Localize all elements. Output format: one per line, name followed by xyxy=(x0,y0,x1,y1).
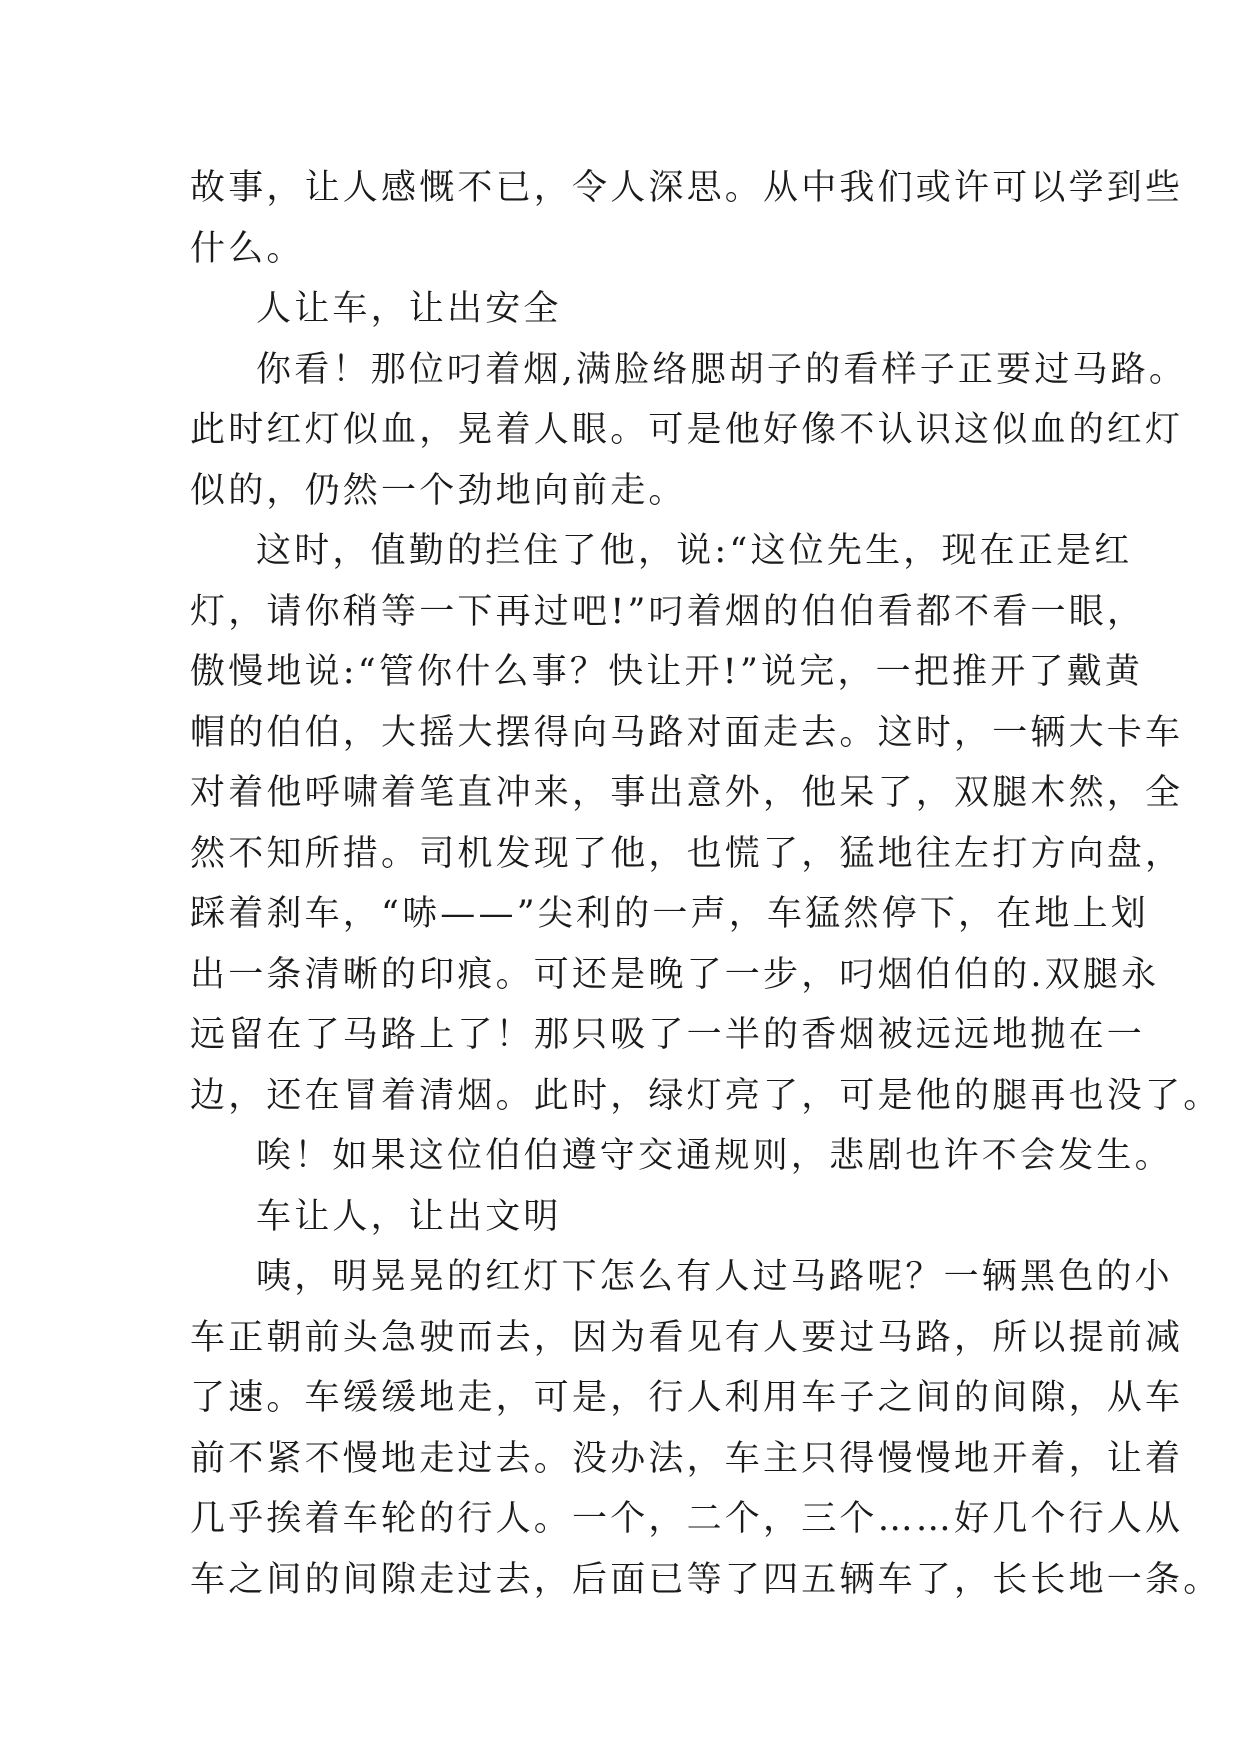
text-line: 帽的伯伯，大摇大摆得向马路对面走去。这时，一辆大卡车 xyxy=(190,712,1184,753)
text-line: 对着他呼啸着笔直冲来，事出意外，他呆了，双腿木然，全 xyxy=(190,773,1184,813)
paragraph-first-line: 你看！那位叼着烟,满脸络腮胡子的看样子正要过马路。 xyxy=(256,349,1188,390)
text-line: 什么。 xyxy=(190,228,305,269)
paragraph-first-line: 唉！如果这位伯伯遵守交通规则，悲剧也许不会发生。 xyxy=(256,1136,1173,1176)
text-line: 故事，让人感慨不已，令人深思。从中我们或许可以学到些 xyxy=(190,168,1184,208)
body-text xyxy=(190,158,1222,1610)
text-line: 远留在了马路上了！那只吸了一半的香烟被远远地抛在一 xyxy=(190,1015,1146,1055)
text-line: 踩着刹车，“哧——”尖利的一声，车猛然停下，在地上划 xyxy=(190,894,1149,934)
text-line: 灯，请你稍等一下再过吧!”叼着烟的伯伯看都不看一眼， xyxy=(190,591,1146,632)
text-line: 似的，仍然一个劲地向前走。 xyxy=(190,470,687,511)
text-line: 车之间的间隙走过去，后面已等了四五辆车了，长长地一条。 xyxy=(190,1559,1222,1600)
paragraph-first-line: 人让车，让出安全 xyxy=(256,289,562,329)
paragraph-first-line: 车让人，让出文明 xyxy=(256,1196,562,1237)
text-line: 了速。车缓缓地走，可是，行人利用车子之间的间隙，从车 xyxy=(190,1378,1184,1418)
text-line: 车正朝前头急驶而去，因为看见有人要过马路，所以提前减 xyxy=(190,1317,1184,1358)
text-line: 傲慢地说:“管你什么事？快让开!”说完，一把推开了戴黄 xyxy=(190,652,1144,692)
text-line: 此时红灯似血，晃着人眼。可是他好像不认识这似血的红灯 xyxy=(190,410,1184,450)
text-line: 然不知所措。司机发现了他，也慌了，猛地往左打方向盘， xyxy=(190,833,1184,874)
text-line: 前不紧不慢地走过去。没办法，车主只得慢慢地开着，让着 xyxy=(190,1438,1184,1479)
paragraph-first-line: 咦，明晃晃的红灯下怎么有人过马路呢？一辆黑色的小 xyxy=(256,1257,1173,1297)
text-line: 边，还在冒着清烟。此时，绿灯亮了，可是他的腿再也没了。 xyxy=(190,1075,1222,1116)
text-line: 几乎挨着车轮的行人。一个，二个，三个……好几个行人从 xyxy=(190,1499,1184,1539)
text-line: 出一条清晰的印痕。可还是晚了一步，叼烟伯伯的.双腿永 xyxy=(190,954,1160,995)
paragraph-first-line: 这时，值勤的拦住了他，说:“这位先生，现在正是红 xyxy=(256,531,1133,571)
